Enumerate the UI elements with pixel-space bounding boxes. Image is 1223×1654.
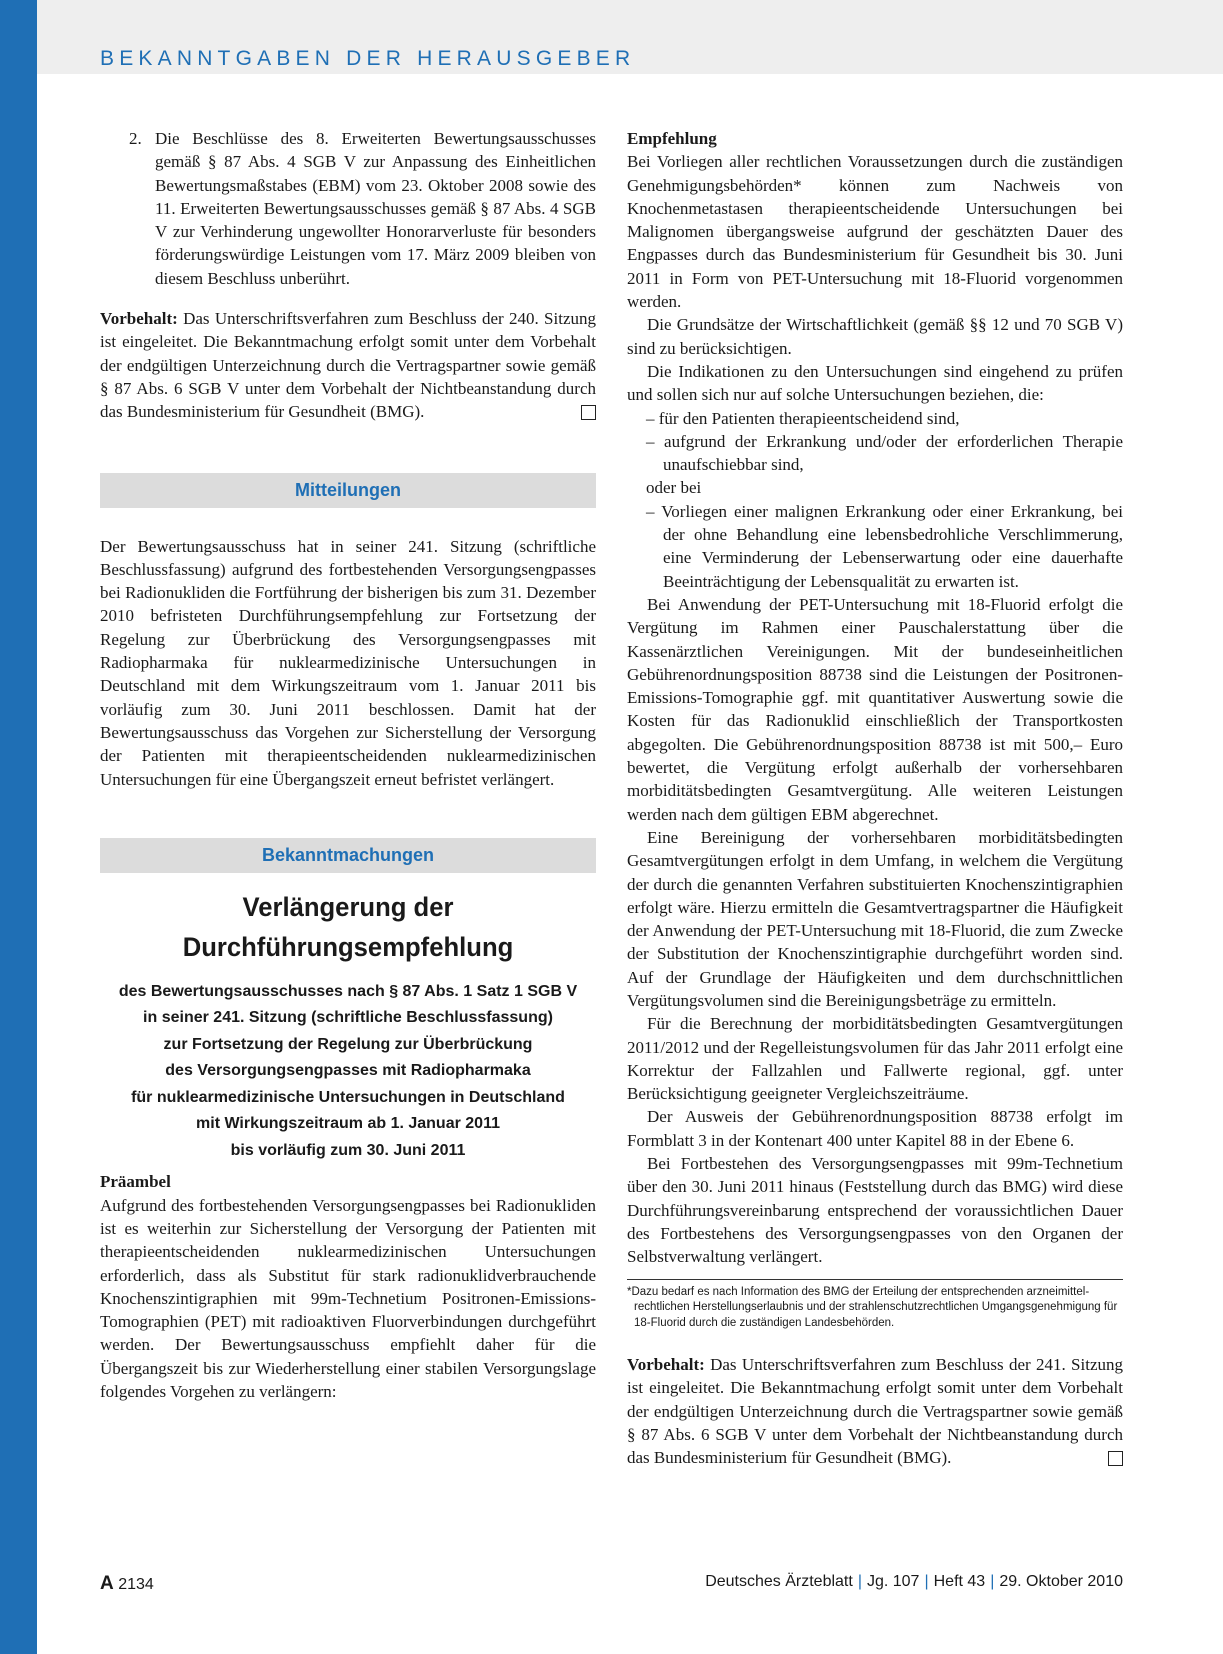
footnote-rest: rechtlichen Herstellungserlaubnis und der strahlenschutzrechtlichen Umgangsgenehmigung für 18-Fluorid durch die zuständigen Landesbehörden. (634, 1301, 1118, 1329)
empfehlung-paragraph: Für die Berechnung der morbiditätsbedingten Gesamtvergütungen 2011/2012 und der Regelleistungsvolumen für das Jahr 2011 erfolgt eine Korrektur der Fallzahlen und Fallwerte regional, ggf. unter Berücksichtigung geeigneter Vergleichszeiträume. (627, 1014, 1123, 1104)
subtitle-line: für nuklearmedizinische Untersuchungen in Deutschland (131, 1088, 565, 1106)
title-line-1: Verlängerung der (242, 891, 454, 922)
title-line-2: Durchführungsempfehlung (182, 931, 514, 962)
vorbehalt-text: Das Unterschriftsverfahren zum Beschluss der 240. Sitzung ist eingeleitet. Die Bekanntmachung erfolgt somit unter dem Vorbehalt der endgültigen Unterzeichnung durch die Vertragspartner sowie gemäß § 87 Abs. 6 SGB V unter dem Vorbehalt der Nichtbeanstandung durch das Bundesministerium für Gesundheit (BMG). (100, 309, 597, 422)
indication-list-item: – für den Patienten therapieentscheidend sind, (646, 408, 960, 428)
page-letter: A (100, 1573, 114, 1594)
subtitle-line: des Versorgungsengpasses mit Radiopharmaka (165, 1062, 531, 1080)
journal-volume: Jg. 107 (866, 1573, 920, 1590)
vorbehalt-text: Das Unterschriftsverfahren zum Beschluss der 241. Sitzung ist eingeleitet. Die Bekanntmachung erfolgt somit unter dem Vorbehalt der endgültigen Unterzeichnung durch die Vertragspartner sowie gemäß § 87 Abs. 6 SGB V unter dem Vorbehalt der Nichtbeanstandung durch das Bundesministerium für Gesundheit (BMG). (627, 1355, 1124, 1468)
indication-list-item: – Vorliegen einer malignen Erkrankung oder einer Erkrankung, bei der ohne Behandlung eine lebensbedrohliche Verschlimmerung, eine Verminderung der Lebenserwartung oder eine dauerhafte Beeinträchtigung der Lebensqualität zu erwarten ist. (646, 501, 1123, 591)
empfehlung-heading: Empfehlung (627, 129, 717, 148)
page-number-value: 2134 (118, 1576, 154, 1593)
subtitle-line: in seiner 241. Sitzung (schriftliche Beschlussfassung) (143, 1009, 553, 1027)
separator: | (924, 1573, 929, 1590)
section-header: BEKANNTGABEN DER HERAUSGEBER (100, 47, 636, 70)
journal-name: Deutsches Ärzteblatt (705, 1573, 853, 1590)
subtitle-line: bis vorläufig zum 30. Juni 2011 (230, 1141, 466, 1159)
footnote (627, 1280, 1123, 1332)
subtitle-line: des Bewertungsausschusses nach § 87 Abs. 1 Satz 1 SGB V (118, 982, 578, 1000)
subtitle-line: zur Fortsetzung der Regelung zur Überbrückung (163, 1035, 533, 1053)
indication-oder: oder bei (646, 478, 702, 498)
vorbehalt-paragraph-241 (627, 1353, 1123, 1469)
article-subtitle (100, 979, 596, 1165)
empfehlung-paragraph: Der Ausweis der Gebührenordnungsposition 88738 erfolgt im Formblatt 3 in der Kontenart 400 unter Kapitel 88 in der Ebene 6. (627, 1107, 1123, 1150)
item-number: 2. (129, 129, 142, 148)
empfehlung-paragraph: Bei Fortbestehen des Versorgungsengpasses mit 99m-Technetium über den 30. Juni 2011 hinaus (Feststellung durch das BMG) wird diese Durchführungsvereinbarung entsprechend der voraussichtlichen Dauer des Fortbestehens des Versorgungsengpasses von den Organen der Selbstverwaltung verlängert. (627, 1154, 1123, 1267)
journal-issue: Heft 43 (933, 1573, 986, 1590)
journal-info (705, 1573, 1123, 1591)
vorbehalt-label: Vorbehalt: (100, 309, 178, 329)
bekanntmachungen-heading: Bekanntmachungen (100, 838, 596, 873)
vorbehalt-paragraph-240 (100, 307, 596, 423)
right-column (627, 127, 1123, 1470)
vorbehalt-label: Vorbehalt: (627, 1355, 705, 1375)
end-mark-icon (1108, 1451, 1123, 1466)
footnote-lead: *Dazu bedarf es nach Information des BMG der Erteilung der entsprechenden arzneimittel- (627, 1285, 1090, 1298)
empfehlung-paragraph: Eine Bereinigung der vorhersehbaren morbiditätsbedingten Gesamtvergütungen erfolgt in dem Umfang, in welchem die Vergütung der durch die genannten Verfahren substituierten Knochenszintigraphien erfolgt wäre. Hierzu ermitteln die Gesamtvertragspartner die Häufigkeit der Anwendung der PET-Untersuchung mit 18-Fluorid, die zum Zwecke der Substitution der Knochenszintigraphie durchgeführt worden sind. Auf der Grundlage der Häufigkeiten und dem durchschnittlichen Vergütungsvolumen sind die Bereinigungsbeträge zu ermitteln. (627, 827, 1123, 1010)
left-column (100, 127, 596, 1403)
separator: | (857, 1573, 862, 1590)
item-text: Die Beschlüsse des 8. Erweiterten Bewertungsausschusses gemäß § 87 Abs. 4 SGB V zur Anpassung des Einheitlichen Bewertungsmaßstabes (EBM) vom 23. Oktober 2008 sowie des 11. Erweiterten Bewertungsausschusses gemäß § 87 Abs. 4 SGB V zur Verhinderung ungewollter Honorarverluste für besonders förderungswürdige Leistungen vom 17. März 2009 bleiben von diesem Beschluss unberührt. (155, 129, 596, 288)
mitteilungen-heading: Mitteilungen (100, 473, 596, 508)
empfehlung-paragraph: Die Indikationen zu den Untersuchungen sind eingehend zu prüfen und sollen sich nur auf solche Untersuchungen beziehen, die: (627, 361, 1123, 405)
journal-date: 29. Oktober 2010 (999, 1573, 1123, 1590)
mitteilungen-text: Der Bewertungsausschuss hat in seiner 241. Sitzung (schriftliche Beschlussfassung) aufgrund des fortbestehenden Versorgungsengpasses bei Radionukliden die Fortführung der bisherigen bis zum 31. Dezember 2010 befristeten Durchführungsempfehlung zur Fortsetzung der Regelung zur Überbrückung des Versorgungsengpasses mit Radiopharmaka für nuklearmedizinische Untersuchungen in Deutschland mit dem Wirkungszeitraum vom 1. Januar 2011 bis vorläufig zum 30. Juni 2011 beschlossen. Damit hat der Bewertungsausschuss das Vorgehen zur Sicherstellung der Versorgung der Patienten mit therapieentscheidenden nuklearmedizinischen Untersuchungen für eine Übergangszeit erneut befristet verlängert. (100, 536, 596, 789)
left-accent-bar (0, 0, 37, 1654)
end-mark-icon (581, 405, 596, 420)
empfehlung-paragraph: Bei Vorliegen aller rechtlichen Voraussetzungen durch die zuständigen Genehmigungsbehörden* können zum Nachweis von Knochenmetastasen therapieentscheidende Untersuchungen bei Malignomen übergangsweise aufgrund der geschätzten Dauer des Engpasses durch das Bundesministerium für Gesundheit bis 30. Juni 2011 in Form von PET-Untersuchung mit 18-Fluorid vorgenommen werden. (627, 152, 1123, 312)
indication-list-item: – aufgrund der Erkrankung und/oder der erforderlichen Therapie unaufschiebbar sind, (646, 431, 1123, 475)
praeambel-heading: Präambel (100, 1172, 171, 1192)
empfehlung-paragraph: Die Grundsätze der Wirtschaftlichkeit (gemäß §§ 12 und 70 SGB V) sind zu berücksichtigen. (627, 315, 1123, 358)
praeambel-text: Aufgrund des fortbestehenden Versorgungsengpasses bei Radionukliden ist es weiterhin zur Sicherstellung der Versorgung der Patienten mit therapieentscheidenden nuklearmedizinischen Untersuchungen erforderlich, dass als Substitut für stark radionuklidverbrauchende Knochenszintigraphien mit 99m-Technetium Positronen-Emissions-Tomographien (PET) mit radioaktiven Fluorverbindungen durchgeführt werden. Der Bewertungsausschuss empfiehlt daher für die Übergangszeit bis zur Wiederherstellung einer stabilen Versorgungslage folgendes Vorgehen zu verlängern: (100, 1195, 596, 1401)
empfehlung-paragraph: Bei Anwendung der PET-Untersuchung mit 18-Fluorid erfolgt die Vergütung im Rahmen einer Pauschalerstattung über die Kassenärztlichen Vereinigungen. Mit der bundeseinheitlichen Gebührenordnungsposition 88738 sind die Leistungen der Positronen-Emissions-Tomographie ggf. mit quantitativer Auswertung sowie die Kosten für das Radionuklid einschließlich der Transportkosten abgegolten. Die Gebührenordnungsposition 88738 ist mit 500,– Euro bewertet, die Vergütung erfolgt außerhalb der vorhersehbaren morbiditätsbedingten Gesamtvergütung. Alle weiteren Leistungen werden nach dem gültigen EBM abgerechnet. (627, 594, 1123, 824)
subtitle-line: mit Wirkungszeitraum ab 1. Januar 2011 (196, 1115, 500, 1133)
page-number (100, 1573, 154, 1595)
separator: | (990, 1573, 995, 1590)
article-title (100, 887, 596, 967)
numbered-item-2 (129, 127, 596, 290)
